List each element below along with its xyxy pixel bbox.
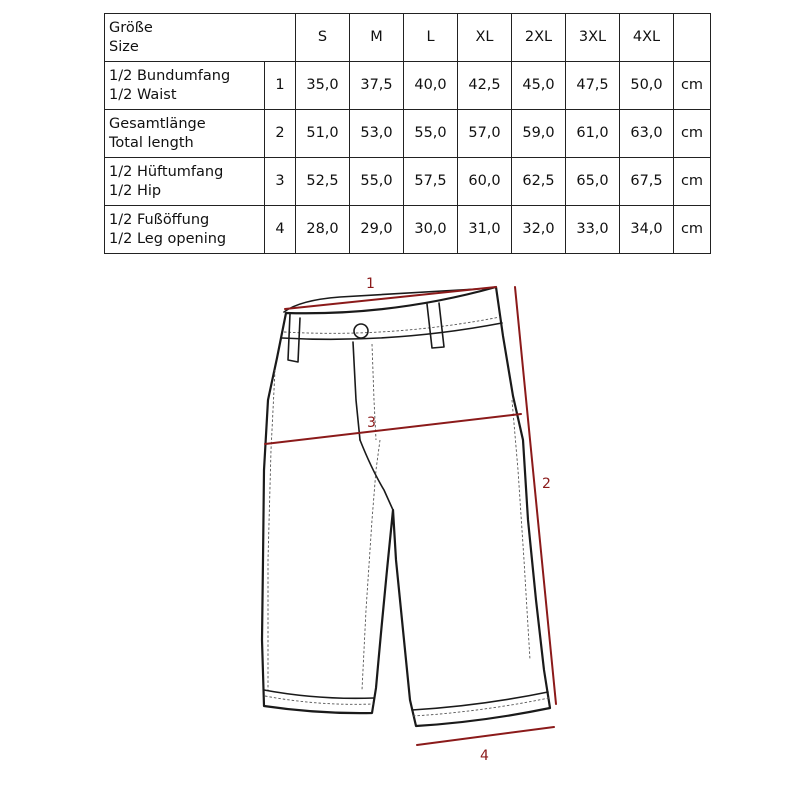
measure-number: 3 <box>265 158 296 206</box>
value-cell: 57,5 <box>404 158 458 206</box>
size-header: 2XL <box>512 14 566 62</box>
value-cell: 28,0 <box>296 206 350 254</box>
unit-cell: cm <box>674 158 711 206</box>
unit-cell: cm <box>674 206 711 254</box>
measure-label-4: 4 <box>480 748 489 764</box>
value-cell: 37,5 <box>350 62 404 110</box>
value-cell: 53,0 <box>350 110 404 158</box>
value-cell: 45,0 <box>512 62 566 110</box>
measure-number: 4 <box>265 206 296 254</box>
measure-label-3: 3 <box>367 415 376 431</box>
unit-cell: cm <box>674 62 711 110</box>
value-cell: 59,0 <box>512 110 566 158</box>
measure-number: 2 <box>265 110 296 158</box>
size-header: 3XL <box>566 14 620 62</box>
measure-line-leg <box>417 727 554 745</box>
value-cell: 57,0 <box>458 110 512 158</box>
value-cell: 51,0 <box>296 110 350 158</box>
value-cell: 50,0 <box>620 62 674 110</box>
size-header: XL <box>458 14 512 62</box>
size-header: S <box>296 14 350 62</box>
value-cell: 29,0 <box>350 206 404 254</box>
value-cell: 47,5 <box>566 62 620 110</box>
value-cell: 63,0 <box>620 110 674 158</box>
value-cell: 32,0 <box>512 206 566 254</box>
value-cell: 61,0 <box>566 110 620 158</box>
size-header: M <box>350 14 404 62</box>
value-cell: 67,5 <box>620 158 674 206</box>
size-header-label: Größe Size <box>105 14 296 62</box>
value-cell: 55,0 <box>350 158 404 206</box>
shorts-outline <box>262 287 550 726</box>
value-cell: 33,0 <box>566 206 620 254</box>
value-cell: 42,5 <box>458 62 512 110</box>
value-cell: 55,0 <box>404 110 458 158</box>
value-cell: 60,0 <box>458 158 512 206</box>
value-cell: 52,5 <box>296 158 350 206</box>
measure-label: Gesamtlänge Total length <box>105 110 265 158</box>
value-cell: 65,0 <box>566 158 620 206</box>
value-cell: 40,0 <box>404 62 458 110</box>
measure-label: 1/2 Hüftumfang 1/2 Hip <box>105 158 265 206</box>
measure-number: 1 <box>265 62 296 110</box>
unit-cell: cm <box>674 110 711 158</box>
value-cell: 62,5 <box>512 158 566 206</box>
size-header: L <box>404 14 458 62</box>
size-header: 4XL <box>620 14 674 62</box>
value-cell: 31,0 <box>458 206 512 254</box>
measure-label-2: 2 <box>542 476 551 492</box>
value-cell: 35,0 <box>296 62 350 110</box>
value-cell: 34,0 <box>620 206 674 254</box>
value-cell: 30,0 <box>404 206 458 254</box>
measure-label: 1/2 Bundumfang 1/2 Waist <box>105 62 265 110</box>
measure-label-1: 1 <box>366 276 375 292</box>
measure-label: 1/2 Fußöffung 1/2 Leg opening <box>105 206 265 254</box>
